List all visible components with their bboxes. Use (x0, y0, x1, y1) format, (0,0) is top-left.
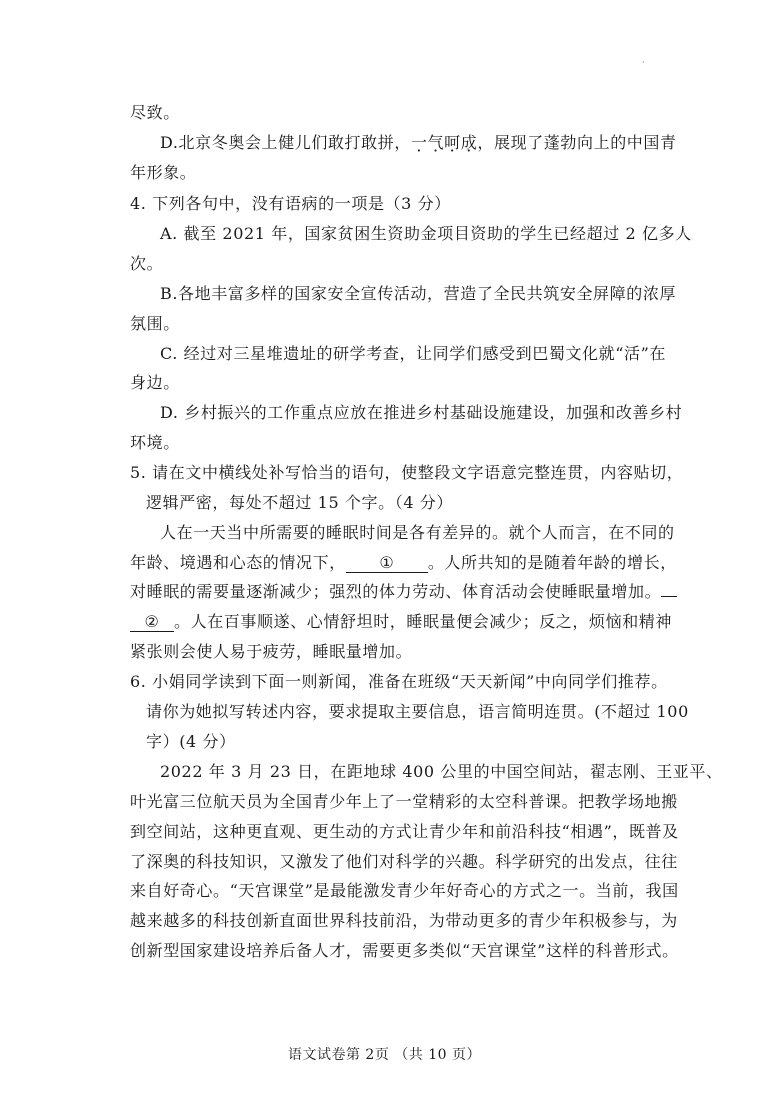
option-c-cont: 身边。 (130, 373, 180, 392)
question-5-stem-cont: 逻辑严密，每处不超过 15 个字。（4 分） (146, 493, 453, 512)
emphasis-char: 一 (410, 133, 428, 152)
news-line: 来自好奇心。“天宫课堂”是最能激发青少年好奇心的方式之一。当前，我国 (130, 881, 679, 900)
emphasis-char: 成 (460, 133, 478, 152)
text-line: 年形象。 (130, 163, 197, 182)
corner-dot: · (642, 58, 645, 67)
passage-line: 紧张则会使人易于疲劳，睡眠量增加。 (130, 642, 413, 661)
option-d-cont: 环境。 (130, 433, 180, 452)
option-c: C. 经过对三星堆遗址的研学考查，让同学们感受到巴蜀文化就“活”在 (160, 344, 667, 363)
option-b-cont: 氛围。 (130, 314, 180, 333)
option-d-text-end: ，展现了蓬勃向上的中国青 (477, 133, 677, 152)
news-line: 了深奥的科技知识，又激发了他们对科学的兴趣。科学研究的出发点，往往 (130, 852, 678, 871)
news-line: 叶光富三位航天员为全国青少年上了一堂精彩的太空科普课。把教学场地搬 (130, 792, 678, 811)
news-line: 越来越多的科技创新直面世界科技前沿，为带动更多的青少年积极参与，为 (130, 911, 678, 930)
news-line: 到空间站，这种更直观、更生动的方式让青少年和前沿科技“相遇”，既普及 (130, 822, 679, 841)
fill-blank-2-start[interactable] (661, 596, 677, 597)
option-d-text-start: D.北京冬奥会上健儿们敢打敢拼， (160, 133, 411, 152)
passage-text: 。人所共知的是随着年龄的增长， (427, 553, 677, 572)
option-a-cont: 次。 (130, 254, 164, 273)
passage-text: 对睡眠的需要量逐渐减少；强烈的体力劳动、体育活动会使睡眠量增加。 (130, 582, 662, 601)
question-4-stem: 4. 下列各句中，没有语病的一项是（3 分） (130, 194, 451, 213)
passage-line (130, 582, 677, 602)
question-5-stem: 5. 请在文中横线处补写恰当的语句，使整段文字语意完整连贯，内容贴切， (130, 463, 684, 482)
question-6-stem: 6. 小娟同学读到下面一则新闻，准备在班级“天天新闻”中向同学们推荐。 (130, 672, 668, 691)
fill-blank-2[interactable]: ② (130, 613, 174, 632)
fill-blank-1[interactable]: ① (346, 554, 428, 573)
news-line: 2022 年 3 月 23 日，在距地球 400 公里的中国空间站，翟志刚、王亚平、 (160, 762, 723, 781)
passage-line-blank1 (130, 553, 677, 573)
question-6-stem-cont: 请你为她拟写转述内容，要求提取主要信息，语言简明连贯。(不超过 100 (146, 702, 689, 721)
emphasis-char: 呵 (444, 133, 461, 152)
question-6-stem-cont: 字）(4 分） (146, 732, 236, 751)
emphasis-char: 气 (427, 133, 445, 152)
page-footer: 语文试卷第 2页 （共 10 页） (287, 1047, 482, 1063)
passage-text: 。人在百事顺遂、心情舒坦时，睡眠量便会减少；反之，烦恼和精神 (174, 612, 673, 631)
option-d-line (160, 133, 677, 153)
option-d: D. 乡村振兴的工作重点应放在推进乡村基础设施建设，加强和改善乡村 (160, 403, 683, 422)
passage-line-blank2 (130, 612, 672, 632)
news-line: 创新型国家建设培养后备人才，需要更多类似“天宫课堂”这样的科普形式。 (130, 941, 679, 960)
passage-line: 人在一天当中所需要的睡眠时间是各有差异的。就个人而言，在不同的 (160, 523, 675, 542)
option-b: B.各地丰富多样的国家安全宣传活动，营造了全民共筑安全屏障的浓厚 (160, 284, 677, 303)
passage-text: 年龄、境遇和心态的情况下， (130, 553, 346, 572)
text-line: 尽致。 (130, 103, 180, 122)
option-a: A. 截至 2021 年，国家贫困生资助金项目资助的学生已经超过 2 亿多人 (160, 224, 692, 243)
